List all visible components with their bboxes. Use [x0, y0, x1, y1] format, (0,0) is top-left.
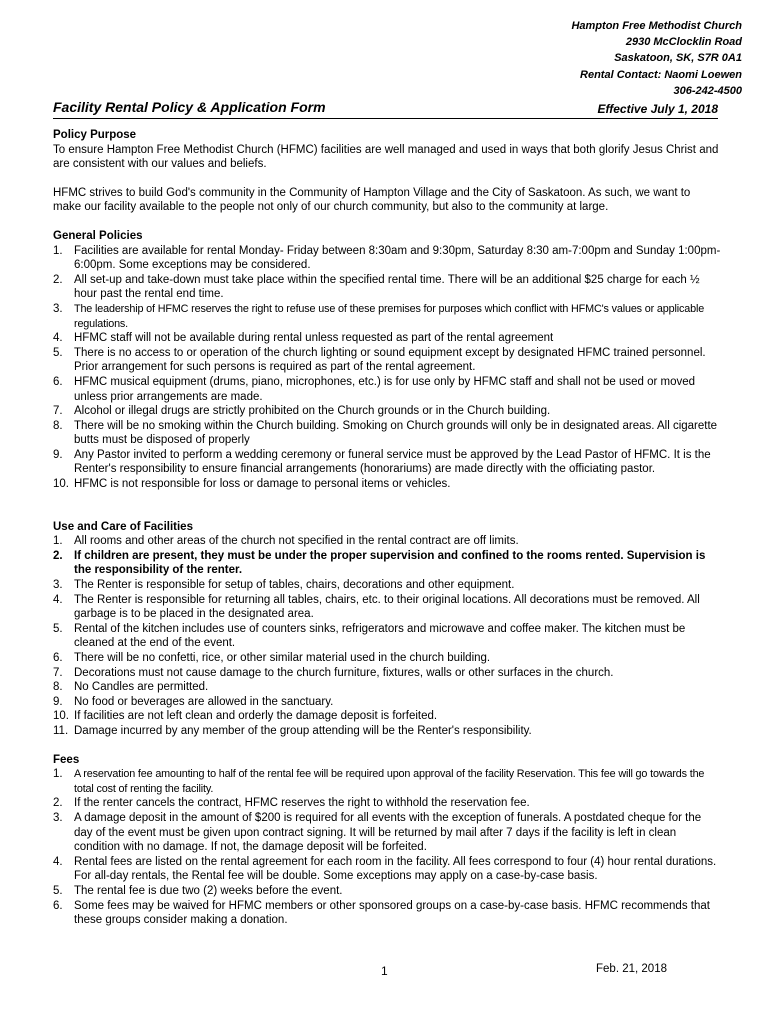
- item-number: 8.: [53, 681, 63, 694]
- item-number: 7.: [53, 405, 63, 418]
- item-text: HFMC musical equipment (drums, piano, microphones, etc.) is for use only by HFMC staff and shall not be used or moved unless prior arrangements are made.: [74, 375, 696, 403]
- item-text: Rental of the kitchen includes use of counters sinks, refrigerators and microwave and coffee maker. The kitchen must be cleaned at the end of the event.: [74, 622, 686, 650]
- item-number: 6.: [53, 375, 63, 388]
- item-text: A damage deposit in the amount of $200 is required for all events with the exception of funerals. A postdated cheque for the day of the event must be given upon contract signing. It will be returned by mail after 7 days if the facility is left in clean condition with no damage. If not, the damage deposit will be forfeited.: [74, 811, 702, 854]
- item-text: If facilities are not left clean and orderly the damage deposit is forfeited.: [74, 710, 438, 723]
- policy-purpose-section: [53, 128, 721, 215]
- rental-contact: Rental Contact: Naomi Loewen: [580, 68, 742, 81]
- fees-list: [53, 767, 721, 928]
- item-text: Some fees may be waived for HFMC members or other sponsored groups on a case-by-case basis. HFMC recommends that these groups consider making a donation.: [74, 899, 710, 927]
- church-name: Hampton Free Methodist Church: [571, 20, 742, 32]
- footer-date: Feb. 21, 2018: [596, 963, 667, 975]
- list-item: [53, 302, 721, 331]
- item-number: 4.: [53, 332, 63, 345]
- list-item: [53, 404, 721, 419]
- list-item: [53, 593, 721, 622]
- item-text: There will be no confetti, rice, or other similar material used in the church building.: [74, 652, 491, 664]
- list-item: [53, 899, 721, 928]
- item-text: The leadership of HFMC reserves the right to refuse use of these premises for purposes which conflict with HFMC's values or applicable regulations.: [74, 302, 705, 330]
- item-number: 10.: [53, 478, 69, 491]
- list-item: [53, 273, 721, 302]
- item-text: No Candles are permitted.: [74, 681, 209, 694]
- item-number: 9.: [53, 695, 63, 708]
- list-item: [53, 331, 721, 346]
- title-row: [53, 101, 718, 119]
- item-text: Facilities are available for rental Monday- Friday between 8:30am and 9:30pm, Saturday 8:30 am-7:00pm and Sunday 1:00pm-6:00pm. Some exceptions may be considered.: [74, 244, 721, 272]
- list-item: [53, 534, 721, 549]
- list-item: [53, 695, 721, 710]
- document-body: [53, 128, 721, 928]
- item-text: Any Pastor invited to perform a wedding ceremony or funeral service must be approved by the Lead Pastor of HFMC. It is the Renter's responsibility to ensure financial arrangements (honorariums) are made directly with the officiating pastor.: [74, 448, 711, 476]
- list-item: [53, 709, 721, 724]
- item-number: 6.: [53, 652, 63, 664]
- fees-section: [53, 753, 721, 928]
- page-number: 1: [381, 964, 388, 978]
- item-number: 2.: [53, 549, 63, 562]
- list-item: [53, 346, 721, 375]
- item-number: 10.: [53, 710, 69, 723]
- item-text: HFMC staff will not be available during rental unless requested as part of the rental agreement: [74, 332, 554, 345]
- fees-heading: Fees: [53, 753, 80, 766]
- item-number: 11.: [53, 724, 69, 737]
- policy-purpose-heading: Policy Purpose: [53, 129, 137, 141]
- list-item: [53, 448, 721, 477]
- phone-number: 306-242-4500: [673, 84, 742, 97]
- item-number: 4.: [53, 855, 63, 868]
- list-item: [53, 796, 721, 811]
- item-number: 5.: [53, 346, 63, 359]
- use-and-care-heading: Use and Care of Facilities: [53, 520, 193, 533]
- document-title: Facility Rental Policy & Application Form: [53, 99, 326, 115]
- item-text: Rental fees are listed on the rental agreement for each room in the facility. All fees correspond to four (4) hour rental durations. For all-day rentals, the Rental fee will be double. Some exceptions may apply on a case-by-case basis.: [74, 855, 717, 883]
- item-text: If children are present, they must be under the proper supervision and confined to the rooms rented. Supervision is the responsibility of the renter.: [74, 549, 706, 577]
- item-number: 1.: [53, 768, 63, 781]
- item-number: 1.: [53, 535, 63, 548]
- list-item: [53, 419, 721, 448]
- list-item: [53, 811, 721, 855]
- item-text: A reservation fee amounting to half of the rental fee will be required upon approval of the facility Reservation. This fee will go towards the total cost of renting the facility.: [74, 768, 705, 795]
- list-item: [53, 578, 721, 593]
- item-number: 3.: [53, 302, 63, 315]
- policy-purpose-paragraph: To ensure Hampton Free Methodist Church (HFMC) facilities are well managed and used in ways that both glorify Jesus Christ and are consistent with our values and beliefs.: [53, 143, 719, 171]
- item-text: If the renter cancels the contract, HFMC reserves the right to withhold the reservation fee.: [74, 797, 530, 810]
- list-item: [53, 651, 721, 666]
- list-item: [53, 549, 721, 578]
- item-number: 8.: [53, 419, 63, 432]
- effective-date: Effective July 1, 2018: [597, 102, 718, 116]
- item-number: 6.: [53, 899, 63, 912]
- city-postal: Saskatoon, SK, S7R 0A1: [614, 52, 742, 65]
- list-item: [53, 666, 721, 681]
- item-text: All set-up and take-down must take place within the specified rental time. There will be an additional $25 charge for each ½ hour past the rental end time.: [74, 273, 700, 301]
- item-number: 5.: [53, 884, 63, 897]
- list-item: [53, 855, 721, 884]
- item-text: The Renter is responsible for returning all tables, chairs, etc. to their original locations. All decorations must be removed. All garbage is to be placed in the designated area.: [74, 593, 700, 621]
- list-item: [53, 622, 721, 651]
- item-number: 7.: [53, 666, 63, 679]
- item-text: The Renter is responsible for setup of tables, chairs, decorations and other equipment.: [74, 579, 515, 592]
- item-number: 2.: [53, 273, 63, 286]
- street-address: 2930 McClocklin Road: [625, 36, 742, 49]
- item-text: Damage incurred by any member of the group attending will be the Renter's responsibility.: [74, 724, 532, 737]
- community-paragraph: HFMC strives to build God's community in the Community of Hampton Village and the City of Saskatoon. As such, we want to make our facility available to the people not only of our church community, but also to the community at large.: [53, 186, 691, 214]
- list-item: [53, 884, 721, 899]
- item-number: 4.: [53, 593, 63, 606]
- item-text: All rooms and other areas of the church not specified in the rental contract are off limits.: [74, 535, 519, 548]
- use-and-care-list: [53, 534, 721, 738]
- church-address-block: [571, 18, 742, 99]
- item-text: There is no access to or operation of the church lighting or sound equipment except by designated HFMC trained personnel. Prior arrangement for such persons is required as part of the rental agreement.: [74, 346, 706, 374]
- list-item: [53, 724, 721, 739]
- use-and-care-section: [53, 520, 721, 739]
- list-item: [53, 375, 721, 404]
- item-number: 9.: [53, 448, 63, 461]
- item-number: 3.: [53, 579, 63, 592]
- general-policies-list: [53, 244, 721, 492]
- general-policies-section: [53, 229, 721, 492]
- item-text: HFMC is not responsible for loss or damage to personal items or vehicles.: [74, 478, 451, 491]
- general-policies-heading: General Policies: [53, 229, 143, 242]
- list-item: [53, 767, 721, 796]
- item-number: 2.: [53, 797, 63, 810]
- item-text: Alcohol or illegal drugs are strictly prohibited on the Church grounds or in the Church building.: [74, 405, 551, 418]
- item-text: There will be no smoking within the Church building. Smoking on Church grounds will only be in designated areas. All cigarette butts must be disposed of properly: [74, 419, 718, 447]
- item-number: 5.: [53, 622, 63, 635]
- item-number: 3.: [53, 811, 63, 824]
- item-text: The rental fee is due two (2) weeks before the event.: [74, 884, 343, 897]
- list-item: [53, 244, 721, 273]
- list-item: [53, 477, 721, 492]
- item-text: Decorations must not cause damage to the church furniture, fixtures, walls or other surfaces in the church.: [74, 666, 614, 679]
- list-item: [53, 680, 721, 695]
- item-text: No food or beverages are allowed in the sanctuary.: [74, 695, 334, 708]
- item-number: 1.: [53, 244, 63, 257]
